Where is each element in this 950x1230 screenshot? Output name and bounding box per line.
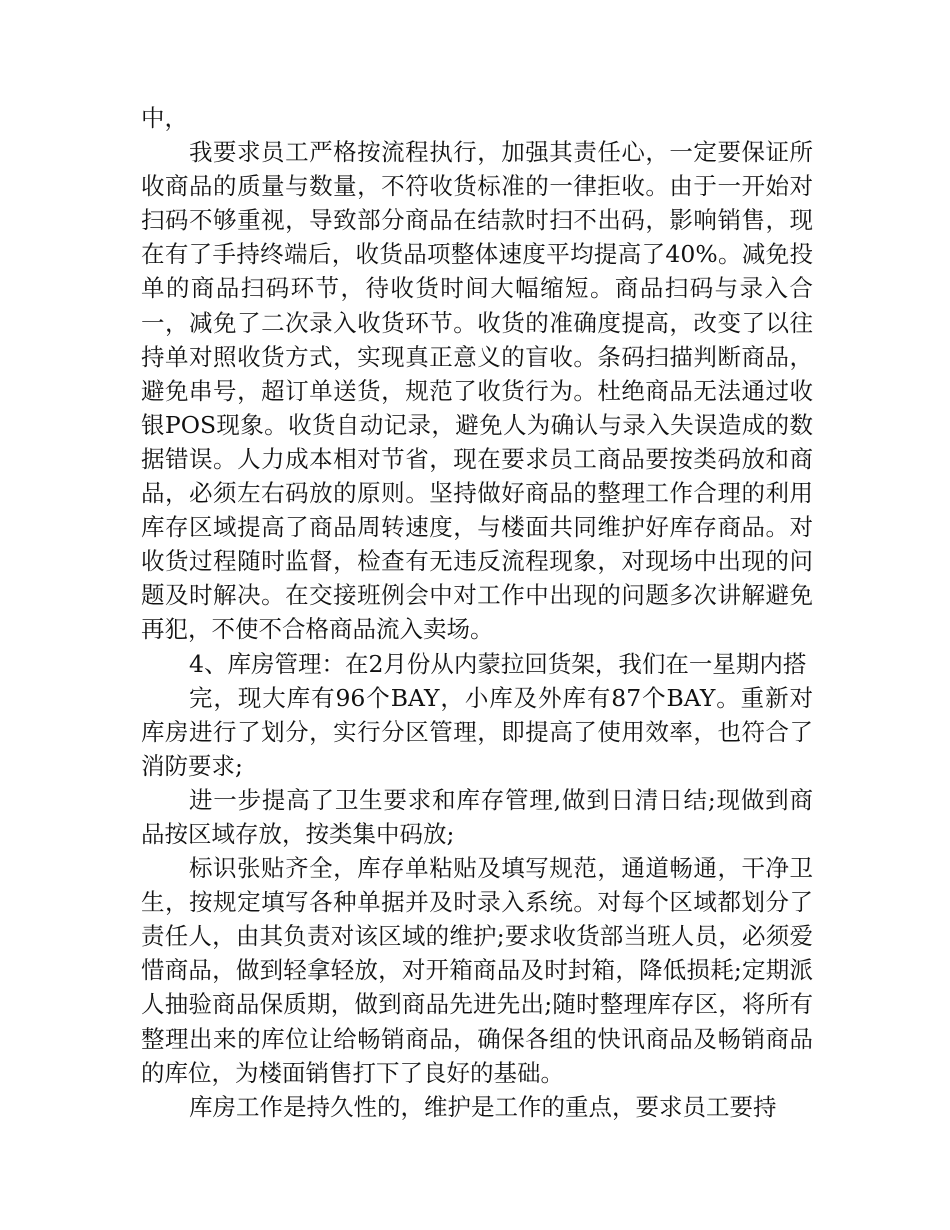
paragraph-3: 4、库房管理：在2月份从内蒙拉回货架，我们在一星期内搭 (189, 649, 807, 678)
paragraph-6: 标识张贴齐全，库存单粘贴及填写规范，通道畅通，干净卫生，按规定填写各种单据并及时录入系统。对每个区域都划分了责任人，由其负责对该区域的维护;要求收货部当班人员，必须爱惜商品，做到轻拿轻放，对开箱商品及时封箱，降低损耗;定期派人抽验商品保质期，做到商品先进先出;随时整理库存区，将所有整理出来的库位让给畅销商品，确保各组的快讯商品及畅销商品的库位，为楼面销售打下了良好的基础。 (141, 854, 813, 1087)
paragraph-7: 库房工作是持久性的，维护是工作的重点，要求员工要持 (189, 1092, 777, 1121)
paragraph-1: 中， (141, 104, 188, 132)
paragraph-4: 完，现大库有96个BAY，小库及外库有87个BAY。重新对库房进行了划分，实行分区管理，即提高了使用效率，也符合了消防要求; (141, 683, 813, 780)
paragraph-2: 我要求员工严格按流程执行，加强其责任心，一定要保证所收商品的质量与数量，不符收货标准的一律拒收。由于一开始对扫码不够重视，导致部分商品在结款时扫不出码，影响销售，现在有了手持终端后，收货品项整体速度平均提高了40%。减免投单的商品扫码环节，待收货时间大幅缩短。商品扫码与录入合一，减免了二次录入收货环节。收货的准确度提高，改变了以往持单对照收货方式，实现真正意义的盲收。条码扫描判断商品，避免串号，超订单送货，规范了收货行为。杜绝商品无法通过收银POS现象。收货自动记录，避免人为确认与录入失误造成的数据错误。人力成本相对节省，现在要求员工商品要按类码放和商品，必须左右码放的原则。坚持做好商品的整理工作合理的利用库存区域提高了商品周转速度，与楼面共同维护好库存商品。对收货过程随时监督，检查有无违反流程现象，对现场中出现的问题及时解决。在交接班例会中对工作中出现的问题多次讲解避免再犯，不使不合格商品流入卖场。 (141, 138, 813, 644)
paragraph-5: 进一步提高了卫生要求和库存管理,做到日清日结;现做到商品按区域存放，按类集中码放; (141, 785, 813, 848)
document-body (141, 101, 813, 1124)
